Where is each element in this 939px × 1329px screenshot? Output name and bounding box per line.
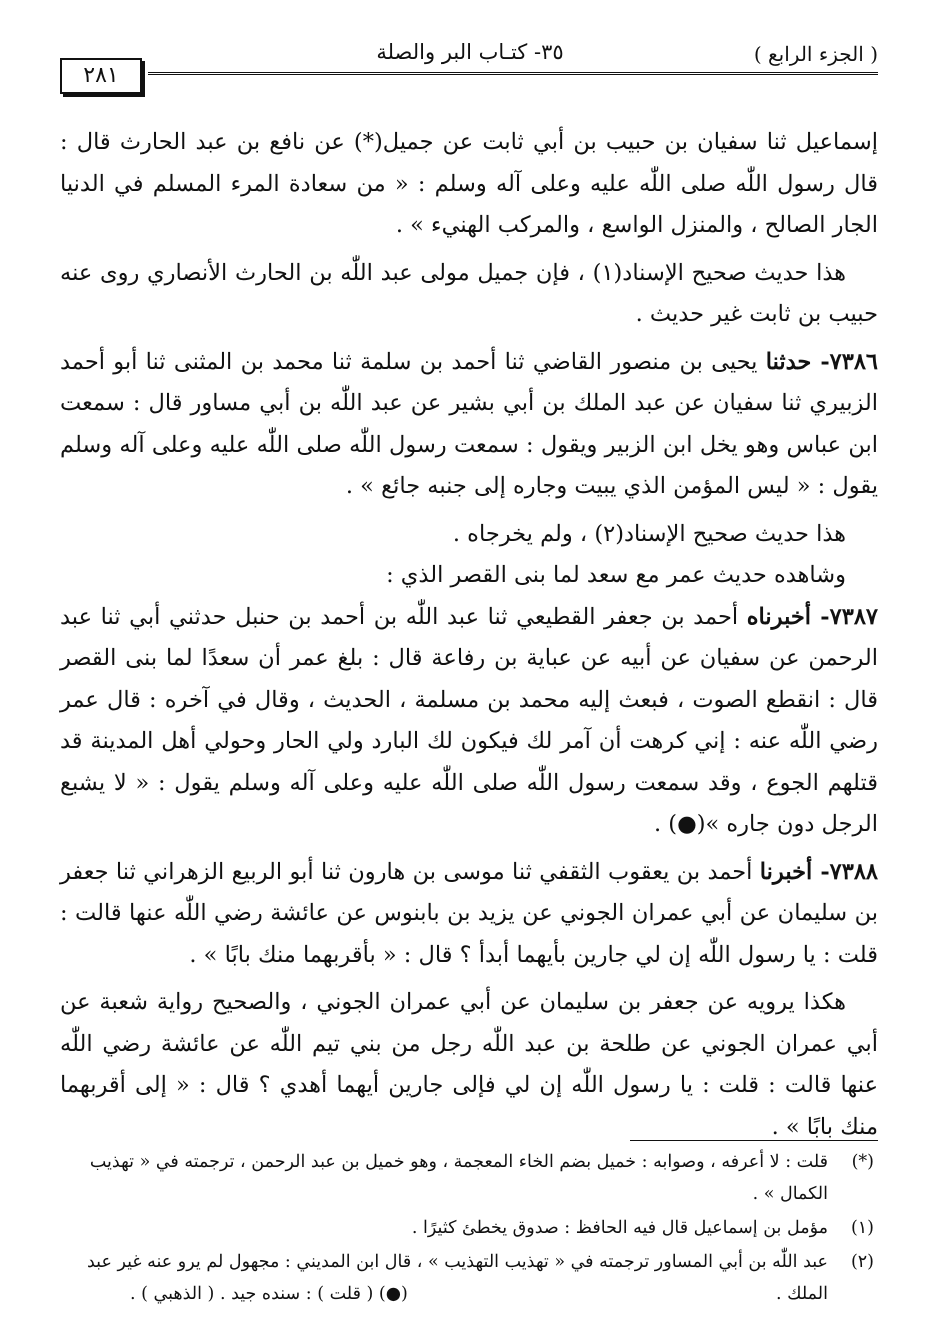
paragraph-1: إسماعيل ثنا سفيان بن حبيب بن أبي ثابت عن جميل(*) عن نافع بن عبد الحارث قال : قال رسول اللّٰه صلى اللّٰه عليه وعلى آله وسلم : « من سعادة المرء المسلم في الدنيا الجار الصالح ، والمنزل الواسع ، والمركب الهنيء » . — [60, 129, 878, 238]
footnote-text: مؤمل بن إسماعيل قال فيه الحافظ : صدوق يخطئ كثيرًا . — [411, 1218, 828, 1238]
dhahabi-note: (●) ( قلت ) : سنده جيد . ( الذهبي ) . — [130, 1284, 408, 1304]
footnotes — [60, 1146, 878, 1312]
hadith-text: يحيى بن منصور القاضي ثنا أحمد بن سلمة ثنا محمد بن المثنى ثنا أبو أحمد الزبيري ثنا سفيان عن عبد الملك بن أبي بشير عن عبد اللّٰه بن أبي مساور قال : سمعت ابن عباس وهو يخل ابن الزبير ويقول : سمعت رسول اللّٰه صلى اللّٰه عليه وعلى آله وسلم يقول : « ليس المؤمن الذي يبيت وجاره إلى جنبه جائع » . — [60, 348, 878, 499]
page-header — [60, 28, 878, 90]
paragraph-5: وشاهده حديث عمر مع سعد لما بنى القصر الذي : — [386, 562, 846, 588]
paragraph-2: هذا حديث صحيح الإسناد(١) ، فإن جميل مولى عبد اللّٰه بن الحارث الأنصاري روى عنه حبيب بن ثابت غير حديث . — [60, 259, 878, 327]
footnote-mark: (٢) — [850, 1252, 874, 1272]
book-page — [60, 28, 878, 1308]
hadith-number: ٧٣٨٨- — [812, 858, 879, 885]
hadith-7388 — [60, 852, 878, 977]
hadith-number: ٧٣٨٧- — [811, 603, 878, 630]
footnote-text: عبد اللّٰه بن أبي المساور ترجمته في « تهذيب التهذيب » ، قال ابن المديني : مجهول لم يرو عنه غير عبد الملك . — [86, 1252, 828, 1304]
footnote-text: قلت : لا أعرفه ، وصوابه : خميل بضم الخاء المعجمة ، وهو خميل بن عبد الرحمن ، ترجمته في « تهذيب الكمال » . — [89, 1152, 828, 1204]
footnote-rule — [630, 1140, 878, 1141]
part-title: ( الجزء الرابع ) — [753, 42, 878, 66]
footnote-mark: (١) — [850, 1218, 874, 1238]
footnote-mark: (*) — [851, 1152, 874, 1172]
hadith-lead: أخبرناه — [746, 603, 812, 630]
main-text — [60, 122, 878, 1148]
hadith-text: أحمد بن جعفر القطيعي ثنا عبد اللّٰه بن أحمد بن حنبل حدثني أبي ثنا عبد الرحمن عن سفيان عن أبيه عن عباية بن رفاعة قال : بلغ عمر أن سعدًا لما بنى القصر قال : انقطع الصوت ، فبعث إليه محمد بن مسلمة ، الحديث ، وقال في آخره : قال عمر رضي اللّٰه عنه : إني كرهت أن آمر لك فيكون لك البارد ولي الحار وحولي أهل المدينة قد قتلهم الجوع ، وقد سمعت رسول اللّٰه صلى اللّٰه عليه وعلى آله وسلم يقول : « لا يشبع الرجل دون جاره »(●) . — [60, 603, 878, 837]
paragraph-4: هذا حديث صحيح الإسناد(٢) ، ولم يخرجاه . — [452, 520, 846, 547]
footnote-2 — [60, 1246, 878, 1310]
paragraph-8: هكذا يرويه عن جعفر بن سليمان عن أبي عمران الجوني ، والصحيح رواية شعبة عن أبي عمران الجوني عن طلحة بن عبد اللّٰه رجل من بني تيم اللّٰه عن عائشة رضي اللّٰه عنها قالت : قلت : يا رسول اللّٰه إن لي فإلى جارين أيهما أهدي ؟ قال : « إلى أقربهما منك بابًا » . — [60, 989, 878, 1140]
hadith-lead: أخبرنا — [759, 858, 813, 885]
hadith-7386 — [60, 342, 878, 508]
footnote-star — [60, 1146, 878, 1210]
hadith-text: أحمد بن يعقوب الثقفي ثنا موسى بن هارون ثنا أبو الربيع الزهراني ثنا جعفر بن سليمان عن أبي عمران الجوني عن يزيد بن بابنوس عن عائشة رضي اللّٰه عنها قالت : قلت : يا رسول اللّٰه إن لي جارين بأيهما أبدأ ؟ قال : « بأقربهما منك بابًا » . — [60, 858, 878, 968]
header-rule — [148, 72, 878, 75]
hadith-7387 — [60, 597, 878, 846]
hadith-lead: حدثنا — [765, 348, 812, 375]
page-number: ٢٨١ — [60, 58, 142, 94]
chapter-title: ٣٥- كتـاب البر والصلة — [376, 40, 564, 64]
hadith-number: ٧٣٨٦- — [811, 348, 878, 375]
footnote-1 — [60, 1212, 878, 1244]
